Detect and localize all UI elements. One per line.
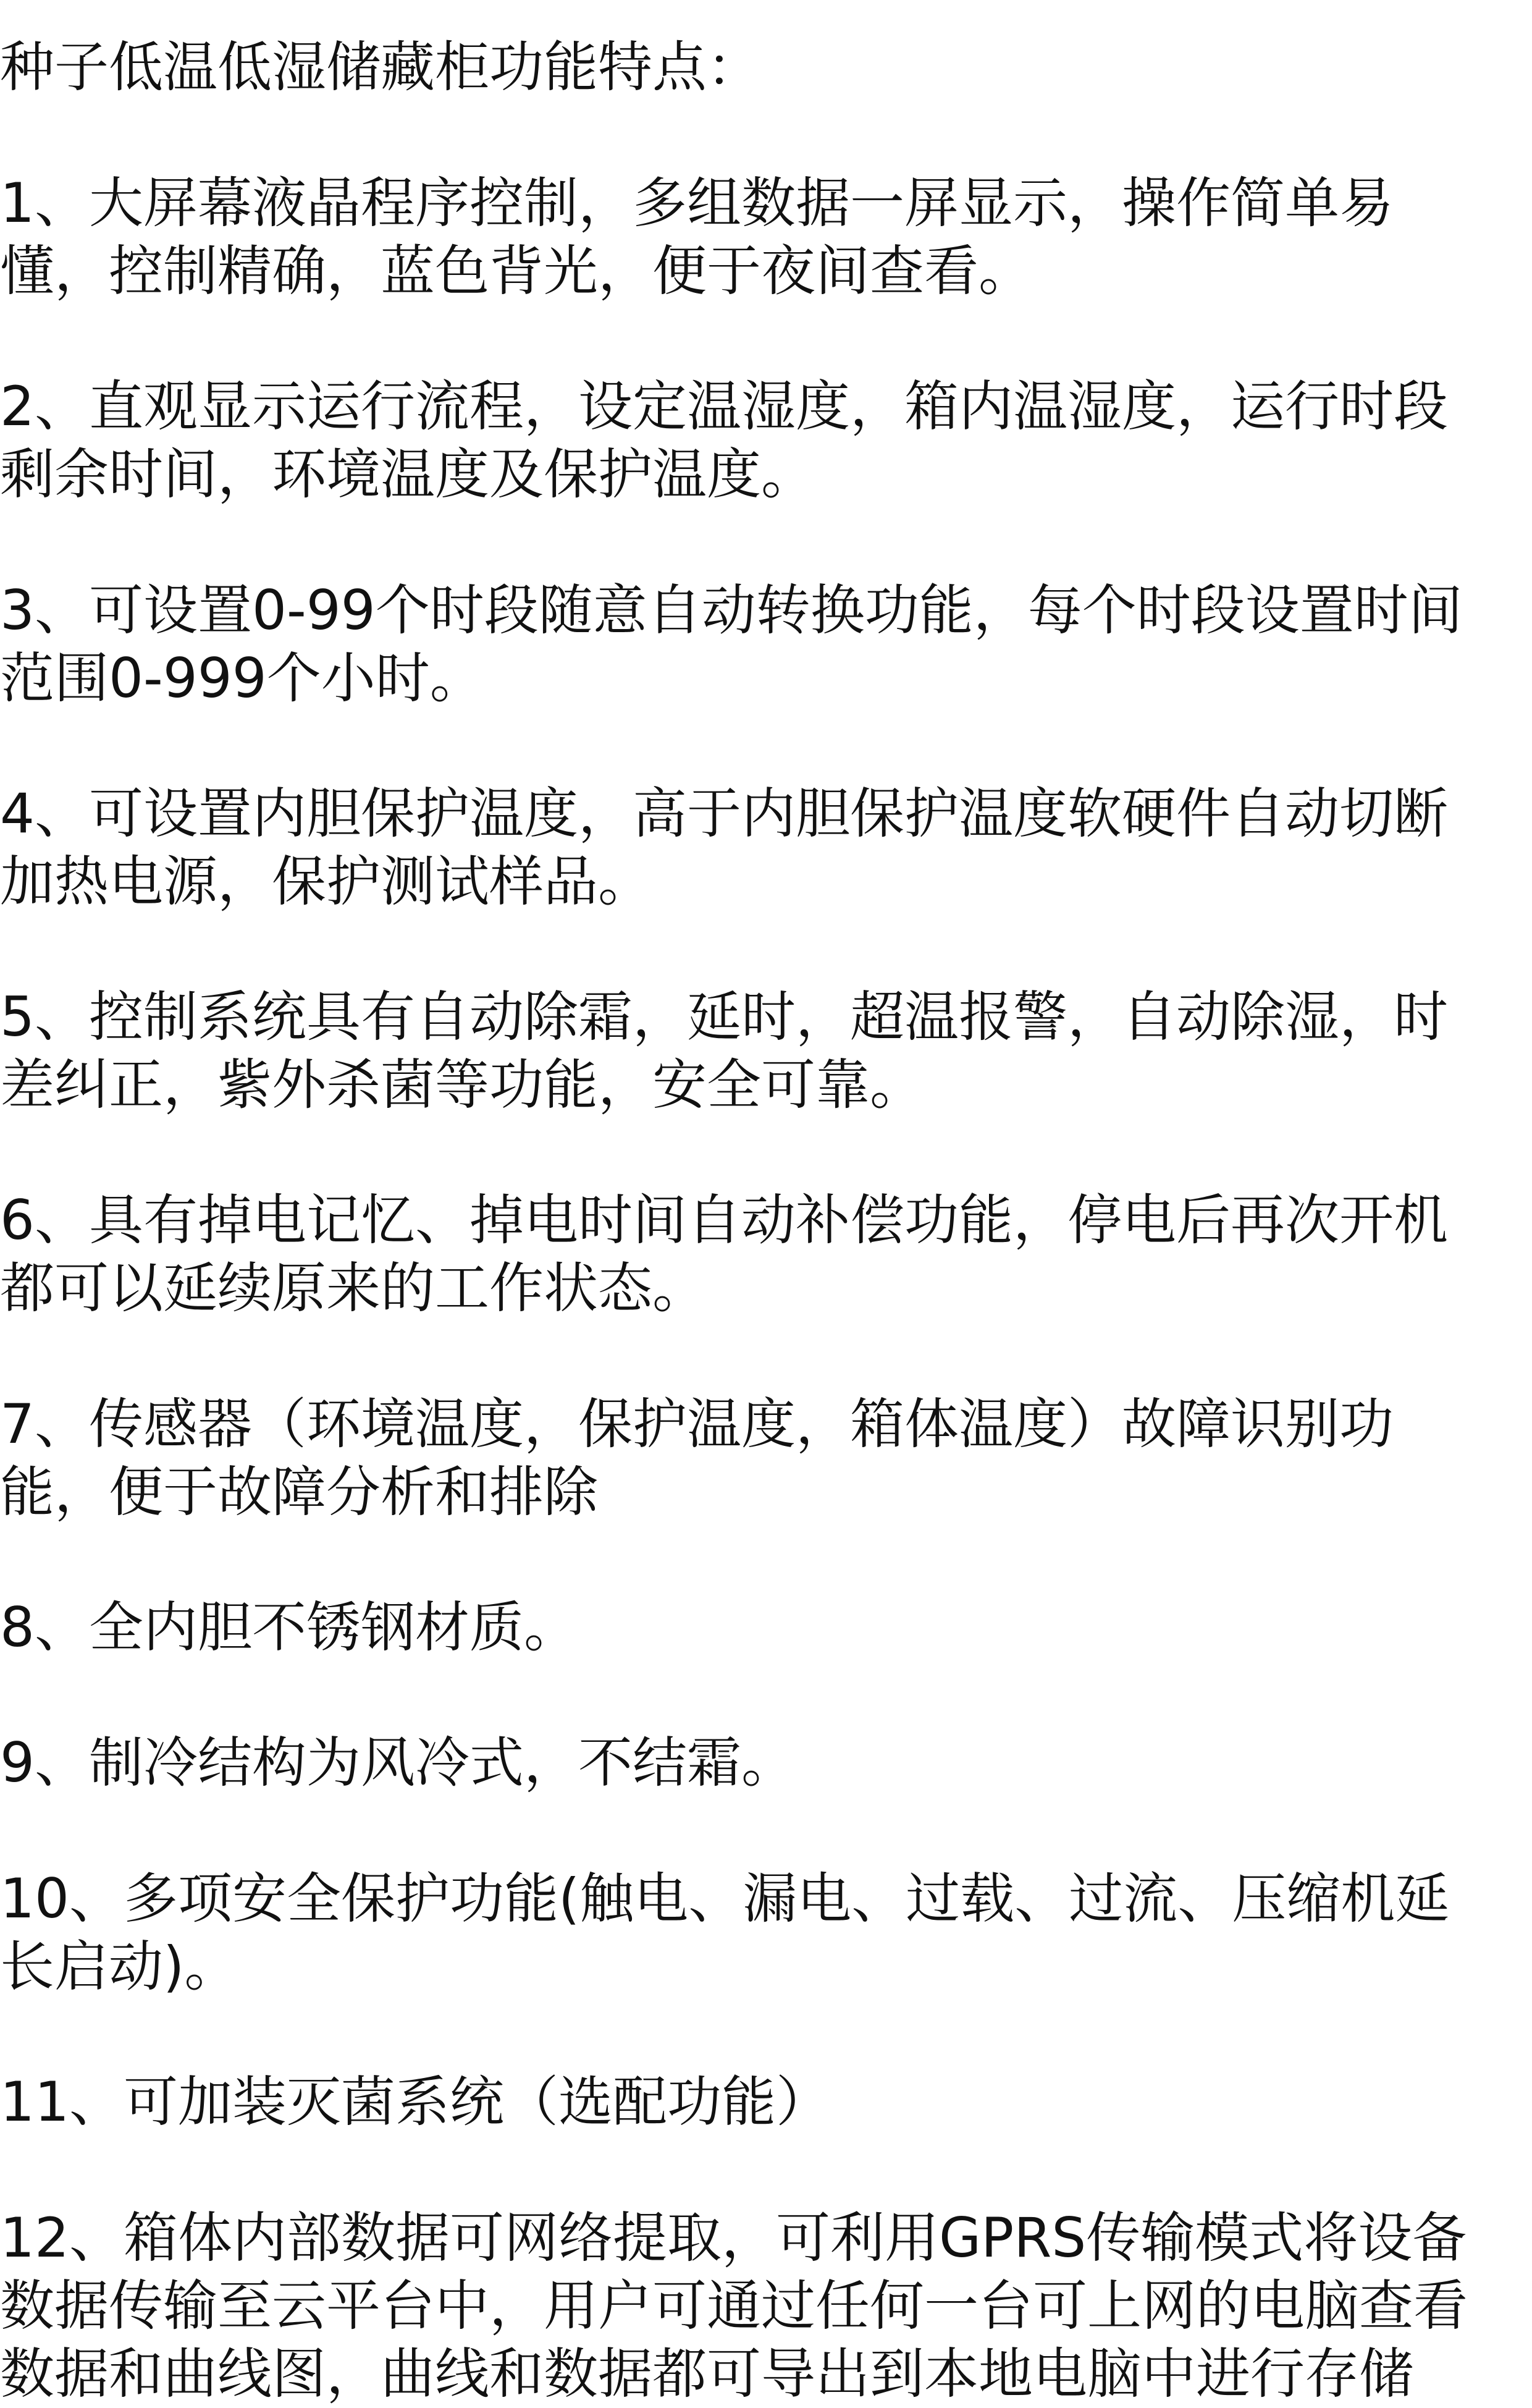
document-title: 种子低温低湿储藏柜功能特点： (0, 35, 762, 99)
feature-item-12 (0, 2204, 1520, 2408)
feature-item-line: 9、制冷结构为风冷式，不结霜。 (0, 1731, 796, 1794)
feature-item-7 (0, 1390, 1520, 1526)
feature-item-3 (0, 577, 1520, 712)
feature-item-line: 数据和曲线图，曲线和数据都可导出到本地电脑中进行存储 (0, 2342, 1414, 2406)
feature-item-line: 剩余时间，环境温度及保护温度。 (0, 442, 816, 506)
feature-item-line: 10、多项安全保护功能(触电、漏电、过载、过流、压缩机延 (0, 1867, 1450, 1930)
feature-item-9 (0, 1729, 1520, 1797)
feature-item-1 (0, 169, 1520, 305)
feature-item-line: 3、可设置0-99个时段随意自动转换功能，每个时段设置时间 (0, 578, 1463, 642)
feature-item-11 (0, 2068, 1520, 2136)
feature-item-5 (0, 983, 1520, 1119)
feature-item-line: 差纠正，紫外杀菌等功能，安全可靠。 (0, 1053, 925, 1117)
feature-item-line: 都可以延续原来的工作状态。 (0, 1256, 707, 1320)
feature-item-line: 数据传输至云平台中，用户可通过任何一台可上网的电脑查看 (0, 2274, 1468, 2338)
feature-item-line: 1、大屏幕液晶程序控制，多组数据一屏显示，操作简单易 (0, 171, 1394, 235)
feature-item-line: 5、控制系统具有自动除霜，延时，超温报警，自动除湿，时 (0, 985, 1448, 1049)
feature-item-line: 加热电源，保护测试样品。 (0, 850, 653, 913)
feature-item-6 (0, 1186, 1520, 1322)
feature-item-2 (0, 373, 1520, 509)
feature-item-line: 6、具有掉电记忆、掉电时间自动补偿功能，停电后再次开机 (0, 1188, 1448, 1252)
feature-item-line: 能，便于故障分析和排除 (0, 1460, 599, 1524)
feature-item-line: 11、可加装灭菌系统（选配功能） (0, 2070, 830, 2134)
feature-item-line: 懂，控制精确，蓝色背光，便于夜间查看。 (0, 239, 1033, 303)
feature-item-4 (0, 780, 1520, 916)
feature-item-8 (0, 1594, 1520, 1662)
feature-item-line: 12、箱体内部数据可网络提取，可利用GPRS传输模式将设备 (0, 2206, 1467, 2270)
feature-item-line: 7、传感器（环境温度，保护温度，箱体温度）故障识别功 (0, 1392, 1394, 1456)
feature-item-line: 4、可设置内胆保护温度，高于内胆保护温度软硬件自动切断 (0, 782, 1448, 845)
feature-item-10 (0, 1865, 1520, 2001)
feature-item-line: 范围0-999个小时。 (0, 646, 484, 710)
feature-item-line: 2、直观显示运行流程，设定温湿度，箱内温湿度，运行时段 (0, 374, 1448, 438)
feature-item-line: 长启动)。 (0, 1935, 239, 1998)
feature-item-line: 8、全内胆不锈钢材质。 (0, 1595, 578, 1659)
